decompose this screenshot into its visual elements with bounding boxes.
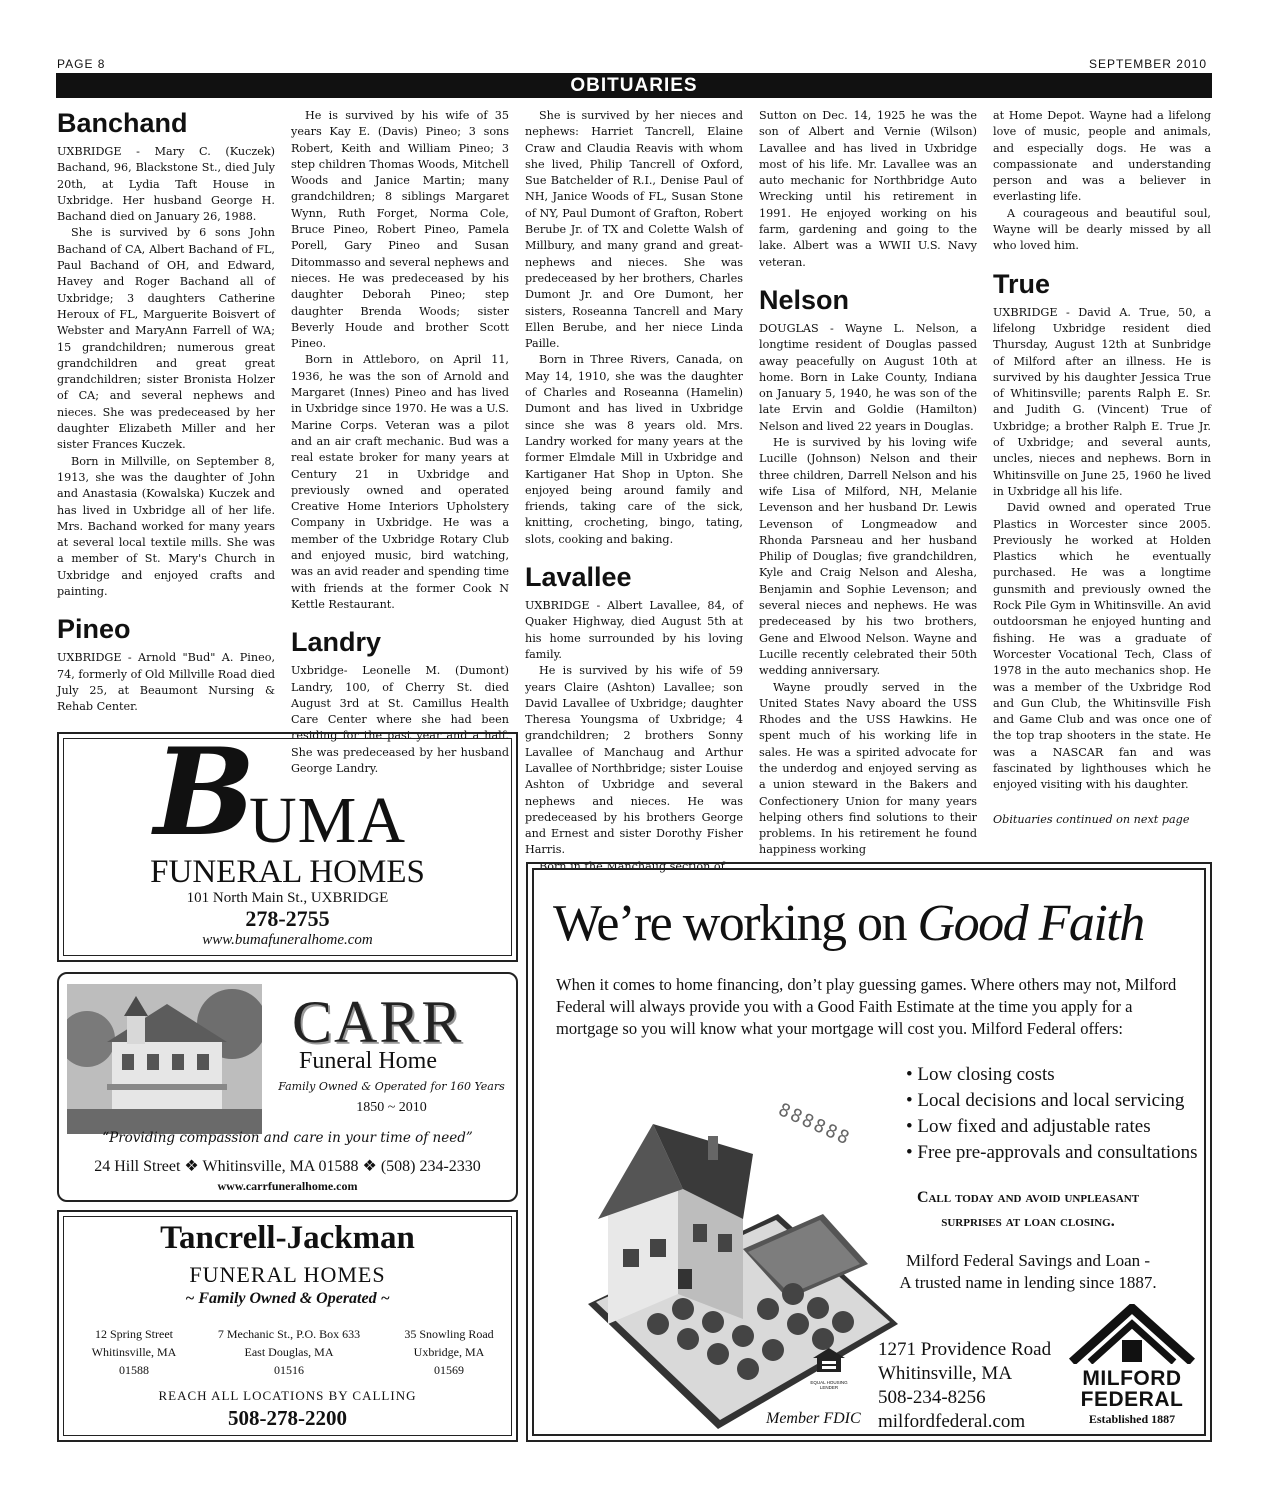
carr-name: CARR	[292, 989, 464, 1055]
obituary-heading-lavallee: Lavallee	[525, 562, 632, 593]
obituary-heading-pineo: Pineo	[57, 614, 131, 645]
house-calculator-illustration	[568, 1064, 908, 1434]
headline-text: We’re working on	[553, 895, 918, 952]
article-paragraph: UXBRIDGE - David A. True, 50, a lifelong Uxbridge resident died Thursday, August 12th at Sunbridge of Milford after an illness. He is survived by his daughter Jessica True of Whitinsville; parents Ralph E. Sr. and Judith G. (Vincent) True of Uxbridge; a brother Ralph E. True Jr. of Uxbridge; and several aunts, uncles, nieces and nephews. Born in Whitinsville on June 25, 1960 he lived in Uxbridge all his life.	[993, 305, 1211, 498]
article-paragraph: DOUGLAS - Wayne L. Nelson, a longtime resident of Douglas passed away peacefully on August 10th at home. Born in Lake County, Indiana on January 5, 1940, he was son of the late Ervin and Goldie (Hamilton) Nelson and lived 22 years in Douglas.	[759, 321, 977, 433]
buma-logo-text: UMA	[249, 784, 407, 857]
article-paragraph: He is survived by his wife of 59 years Claire (Ashton) Lavallee; son David Lavallee of Uxbridge; daughter Theresa Youngsma of Uxbridge; 4 grandchildren; 2 brothers Sonny Lavallee of Manchaug and Arthur Lavallee of Northbridge; sister Louise Ashton of Uxbridge and several nephews and nieces. He was predeceased by his brothers George and Ernest and sister Dorothy Fisher Harris.	[525, 664, 743, 857]
logo-text-federal: FEDERAL	[1080, 1388, 1184, 1411]
carr-years: 1850 ~ 2010	[356, 1100, 427, 1115]
column-4	[759, 108, 977, 859]
member-fdic: Member FDIC	[766, 1410, 861, 1427]
buma-logo	[154, 722, 454, 863]
tancrell-tagline: ~ Family Owned & Operated ~	[185, 1290, 390, 1307]
article-paragraph: She is survived by 6 sons John Bachand of CA, Albert Bachand of FL, Paul Bachand of OH, and Edward, Havey and Roger Bachand all of Uxbridge; 3 daughters Catherine Heroux of FL, Marguerite Boisvert of Webster and MaryAnn Farrell of WA; 15 grandchildren; numerous great grandchildren and great great grandchildren; sister Bronista Holzer of CA; and several nephews and nieces. She was predeceased by her daughter Elizabeth Miller and her sister Frances Kuczek.	[57, 226, 275, 452]
trust-line: Milford Federal Savings and Loan -	[905, 1251, 1151, 1270]
location-street: 7 Mechanic St., P.O. Box 633	[217, 1327, 361, 1341]
column-5	[993, 108, 1211, 828]
location-city: Uxbridge, MA	[413, 1345, 485, 1359]
article-paragraph: Born in Millville, on September 8, 1913, she was the daughter of John and Anastasia (Kowalska) Kuczek and has lived in Uxbridge all of her life. Mrs. Bachand worked for many years at several local textile mills. She was a member of St. Mary's Church in Uxbridge and enjoyed crafts and painting.	[57, 454, 275, 599]
location-whitinsville	[69, 1325, 199, 1379]
column-3	[525, 108, 743, 875]
location-east-douglas	[204, 1325, 374, 1379]
logo-text-milford: MILFORD	[1082, 1367, 1182, 1390]
tancrell-phone: 508-278-2200	[228, 1406, 347, 1430]
article-paragraph: David owned and operated True Plastics in Worcester since 2005. Previously he worked at Holden Plastics which he eventually purchased. He was a longtime gunsmith and previously owned the Rock Pile Gym in Whitinsville. An avid outdoorsman he enjoyed hunting and fishing. He was a graduate of Worcester Vocational Tech, Class of 1978 in the auto mechanics shop. He was a member of the Uxbridge Rod and Gun Club, the Whitinsville Fish and Game Club and was once one of the top trap shooters in the state. He was a NASCAR fan and was fascinated by lighthouses which he enjoyed visiting with his daughter.	[993, 501, 1211, 792]
location-street: 35 Snowling Road	[404, 1327, 494, 1341]
obituary-heading-nelson: Nelson	[759, 284, 850, 315]
buma-website: www.bumafuneralhome.com	[202, 932, 373, 948]
contact-phone: 508-234-8256	[878, 1387, 986, 1408]
location-zip: 01516	[274, 1363, 304, 1377]
carr-tagline: Family Owned & Operated for 160 Years	[278, 1080, 505, 1093]
article-paragraph: UXBRIDGE - Arnold "Bud" A. Pineo, 74, formerly of Old Millville Road died July 25, at Beaumont Nursing & Rehab Center.	[57, 651, 275, 714]
carr-quote: “Providing compassion and care in your time of need”	[102, 1130, 473, 1146]
buma-funeral-ad	[57, 722, 518, 962]
carr-funeral-ad	[57, 972, 518, 1202]
obituary-heading-landry: Landry	[291, 627, 382, 658]
milford-body: When it comes to home financing, don’t play guessing games. Where others may not, Milford Federal will always provide you with a Good Faith Estimate at the time you apply for a mortgage so you will know what your mortgage will cost you. Milford Federal offers:	[556, 975, 1177, 1038]
milford-trust-line	[858, 1250, 1198, 1294]
location-uxbridge	[384, 1325, 514, 1379]
milford-call-to-action	[858, 1186, 1198, 1234]
benefit-item: • Low closing costs	[906, 1064, 1055, 1085]
milford-benefits-list	[906, 1062, 1198, 1166]
cta-line: Call today and avoid unpleasant	[916, 1189, 1140, 1206]
buma-address: 101 North Main St., UXBRIDGE	[186, 890, 389, 906]
article-paragraph: Sutton on Dec. 14, 1925 he was the son of Albert and Vernie (Wilson) Lavallee and has lived in Uxbridge most of his life. Mr. Lavallee was an auto mechanic for Northbridge Auto Wrecking until his retirement in 1991. He enjoyed working on his farm, gardening and going to the lake. Albert was a WWII U.S. Navy veteran.	[759, 109, 977, 269]
article-paragraph: UXBRIDGE - Albert Lavallee, 84, of Quaker Highway, died August 5th at his home surrounded by his loving family.	[525, 599, 743, 661]
location-city: East Douglas, MA	[244, 1345, 334, 1359]
obituary-heading-banchand: Banchand	[57, 108, 188, 138]
article-paragraph: He is survived by his wife of 35 years Kay E. (Davis) Pineo; 3 sons Robert, Keith and William Pineo; 3 step children Thomas Woods, Mitchell Woods and Janice Martin; many grandchildren; 8 siblings Margaret Wynn, Ruth Forget, Norma Cole, Bruce Pineo, Robert Pineo, Pamela Porell, Gary Pineo and Susan Ditommasso and several nephews and nieces. He was predeceased by his daughter Deborah Pineo; step daughter Brenda Woods; sister Beverly Houde and brother Scott Pineo.	[291, 109, 509, 351]
equal-housing-label: EQUAL HOUSING LENDER	[810, 1380, 848, 1390]
buma-phone: 278-2755	[245, 906, 330, 931]
article-paragraph: She is survived by her nieces and nephews: Harriet Tancrell, Elaine Craw and Claudia Reavis with whom she lived, Philip Tancrell of Oxford, Sue Batchelder of R.I., Denise Paul of NH, Janice Woods of FL, Susan Stone of NY, Paul Dumont of Grafton, Robert Berube Jr. of TX and Colette Walsh of Millbury, and many grand and great-nephews and nieces. She was predeceased by her brothers, Charles Dumont Jr. and Ore Dumont, her sisters, Roseanna Tancrell and Mary Ellen Berube, and her niece Linda Paille.	[525, 109, 743, 351]
tancrell-subtitle: FUNERAL HOMES	[189, 1262, 386, 1287]
column-1	[57, 108, 275, 716]
contact-website: milfordfederal.com	[878, 1411, 1026, 1432]
tancrell-jackman-ad	[57, 1210, 518, 1442]
carr-house-photo	[67, 984, 262, 1134]
carr-website: www.carrfuneralhome.com	[217, 1179, 358, 1193]
page-number: PAGE 8	[57, 57, 106, 71]
article-paragraph: A courageous and beautiful soul, Wayne will be dearly missed by all who loved him.	[993, 206, 1211, 253]
article-paragraph: Wayne proudly served in the United States Navy aboard the USS Rhodes and the USS Hawkins. He spent much of his working life in sales. He was a spirited advocate for the underdog and enjoyed serving as a union steward in the Bakers and Confectionery Union for many years helping others find solutions to their problems. In his retirement he found happiness working	[759, 680, 977, 857]
carr-subtitle: Funeral Home	[299, 1048, 437, 1074]
equal-housing-icon	[810, 1346, 848, 1390]
article-paragraph: UXBRIDGE - Mary C. (Kuczek) Bachand, 96, Blackstone St., died July 20th, at Lydia Taft House in Uxbridge. Her husband George H. Bachand died on January 26, 1988.	[57, 145, 275, 224]
headline-emphasis: Good Faith	[917, 895, 1144, 952]
carr-address: 24 Hill Street ❖ Whitinsville, MA 01588 ❖ (508) 234-2330	[94, 1158, 481, 1175]
tancrell-name: Tancrell-Jackman	[160, 1220, 415, 1256]
location-street: 12 Spring Street	[95, 1327, 173, 1341]
benefit-item: • Local decisions and local servicing	[906, 1090, 1185, 1111]
cta-line: surprises at loan closing.	[941, 1213, 1115, 1230]
article-paragraph: at Home Depot. Wayne had a lifelong love of music, people and animals, and especially dogs. He was a compassionate and understanding person and was a believer in everlasting life.	[993, 109, 1211, 204]
article-paragraph: Born in the Manchaug section of	[539, 859, 725, 873]
milford-federal-logo	[1066, 1304, 1198, 1434]
location-zip: 01569	[434, 1363, 464, 1377]
issue-date: SEPTEMBER 2010	[1088, 57, 1207, 71]
continued-note: Obituaries continued on next page	[993, 812, 1190, 826]
section-banner: OBITUARIES	[56, 73, 1212, 98]
location-city: Whitinsville, MA	[91, 1345, 177, 1359]
milford-headline	[553, 894, 1144, 954]
benefit-item: • Free pre-approvals and consultations	[906, 1142, 1198, 1163]
trust-line: A trusted name in lending since 1887.	[899, 1273, 1157, 1292]
buma-subtitle: FUNERAL HOMES	[150, 854, 425, 890]
obituary-heading-true: True	[993, 268, 1051, 299]
location-zip: 01588	[119, 1363, 149, 1377]
article-paragraph: He is survived by his loving wife Lucille (Johnson) Nelson and their three children, Darrell Nelson and his wife Lisa of Milford, NH, Melanie Levenson and her husband Dr. Lewis Levenson of Longmeadow and Rhonda Parsneau and her husband Philip of Douglas; five grandchildren, Kyle and Craig Nelson and Alesha, Benjamin and Sophie Levenson; and several nieces and nephews. He was predeceased by his two brothers, Gene and Elwood Nelson. Wayne and Lucille recently celebrated their 50th wedding anniversary.	[759, 436, 977, 678]
article-paragraph: Born in Three Rivers, Canada, on May 14, 1910, she was the daughter of Charles and Roseanna (Hamelin) Dumont and has lived in Uxbridge since she was 8 years old. Mrs. Landry worked for many years at the former Elmdale Mill in Uxbridge and Kartiganer Hat Shop in Upton. She enjoyed being around family and friends, taking care of the sick, knitting, crocheting, bingo, tating, slots, cooking and baking.	[525, 353, 743, 546]
article-paragraph: Uxbridge- Leonelle M. (Dumont) Landry, 100, of Cherry St. died August 3rd at St. Camillus Health Care Center where she had been residing for the past year and a half. She was predeceased by her husband George Landry.	[291, 664, 509, 775]
milford-contact	[878, 1338, 1051, 1434]
tancrell-reach: REACH ALL LOCATIONS BY CALLING	[158, 1388, 417, 1403]
logo-established: Established 1887	[1088, 1412, 1176, 1426]
benefit-item: • Low fixed and adjustable rates	[906, 1116, 1151, 1137]
calculator-display: 888888	[775, 1099, 854, 1150]
article-paragraph: Born in Attleboro, on April 11, 1936, he was the son of Arnold and Margaret (Innes) Pineo and has lived in Uxbridge since 1970. He was a U.S. Marine Corps. Veteran was a pilot and an air craft mechanic. Bud was a real estate broker for many years at Century 21 in Uxbridge and previously owned and operated Creative Home Interiors Upholstery Company in Uxbridge. He was a member of the Uxbridge Rotary Club and enjoyed music, bird watching, was an avid reader and spending time with friends at the former Cook N Kettle Restaurant.	[291, 353, 509, 611]
contact-address: 1271 Providence Road	[878, 1339, 1052, 1360]
column-2	[291, 108, 509, 777]
contact-city: Whitinsville, MA	[878, 1363, 1013, 1384]
buma-logo-letter: B	[154, 722, 256, 863]
milford-federal-ad	[526, 862, 1212, 1442]
